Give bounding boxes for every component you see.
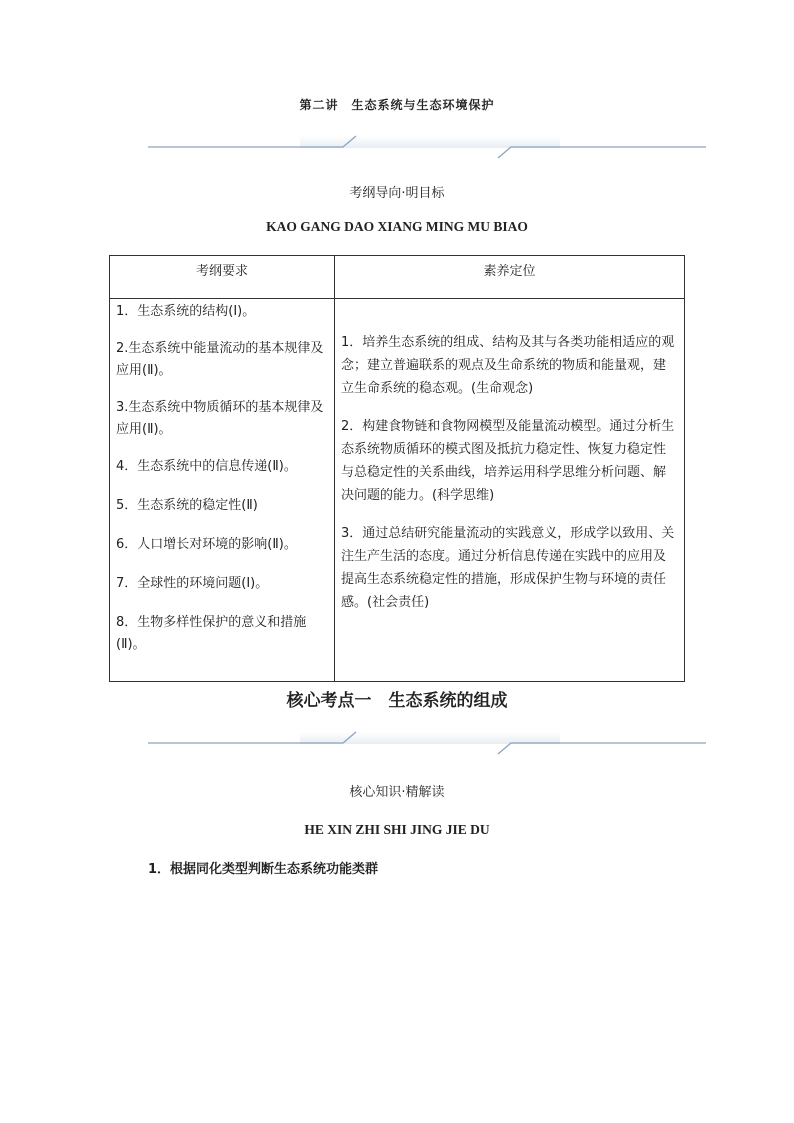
literacy-item: 1．培养生态系统的组成、结构及其与各类功能相适应的观念；建立普遍联系的观点及生命系统的物质和能量观，建立生命系统的稳态观。(生命观念) <box>341 335 675 396</box>
requirement-item: 2.生态系统中能量流动的基本规律及应用(Ⅱ)。 <box>116 341 324 378</box>
lecture-title: 第二讲 生态系统与生态环境保护 <box>299 98 495 112</box>
knowledge-section-pinyin: HE XIN ZHI SHI JING JIE DU <box>304 822 490 837</box>
requirement-item: 4．生态系统中的信息传递(Ⅱ)。 <box>116 459 297 474</box>
header-requirements: 考纲要求 <box>110 256 335 299</box>
outline-table <box>109 255 685 682</box>
outline-table-body-row <box>110 299 685 682</box>
literacy-item: 2．构建食物链和食物网模型及能量流动模型。通过分析生态系统物质循环的模式图及抵抗力稳定性、恢复力稳定性与总稳定性的关系曲线，培养运用科学思维分析问题、解决问题的能力。(科学思维) <box>341 419 675 503</box>
knowledge-section-title: 核心知识·精解读 <box>349 785 445 800</box>
core-point-heading: 核心考点一 生态系统的组成 <box>286 691 508 711</box>
outline-section-pinyin: KAO GANG DAO XIANG MING MU BIAO <box>266 219 528 234</box>
decorative-divider-top <box>0 134 794 160</box>
outline-table-header-row <box>110 256 685 299</box>
requirement-item: 1．生态系统的结构(Ⅰ)。 <box>116 304 256 319</box>
decorative-divider-bottom <box>0 730 794 756</box>
requirement-item: 8．生物多样性保护的意义和措施(Ⅱ)。 <box>116 615 307 652</box>
requirement-item: 6．人口增长对环境的影响(Ⅱ)。 <box>116 537 297 552</box>
requirements-cell <box>110 299 335 682</box>
requirement-item: 3.生态系统中物质循环的基本规律及应用(Ⅱ)。 <box>116 400 324 437</box>
literacy-item: 3．通过总结研究能量流动的实践意义，形成学以致用、关注生产生活的态度。通过分析信息传递在实践中的应用及提高生态系统稳定性的措施，形成保护生物与环境的责任感。(社会责任) <box>341 526 675 610</box>
outline-section-title: 考纲导向·明目标 <box>349 186 445 201</box>
literacy-cell <box>335 299 685 682</box>
requirement-item: 7．全球性的环境问题(Ⅰ)。 <box>116 576 269 591</box>
first-knowledge-item: 1．根据同化类型判断生态系统功能类群 <box>148 862 379 877</box>
requirement-item: 5．生态系统的稳定性(Ⅱ) <box>116 498 258 513</box>
header-literacy: 素养定位 <box>335 256 685 299</box>
